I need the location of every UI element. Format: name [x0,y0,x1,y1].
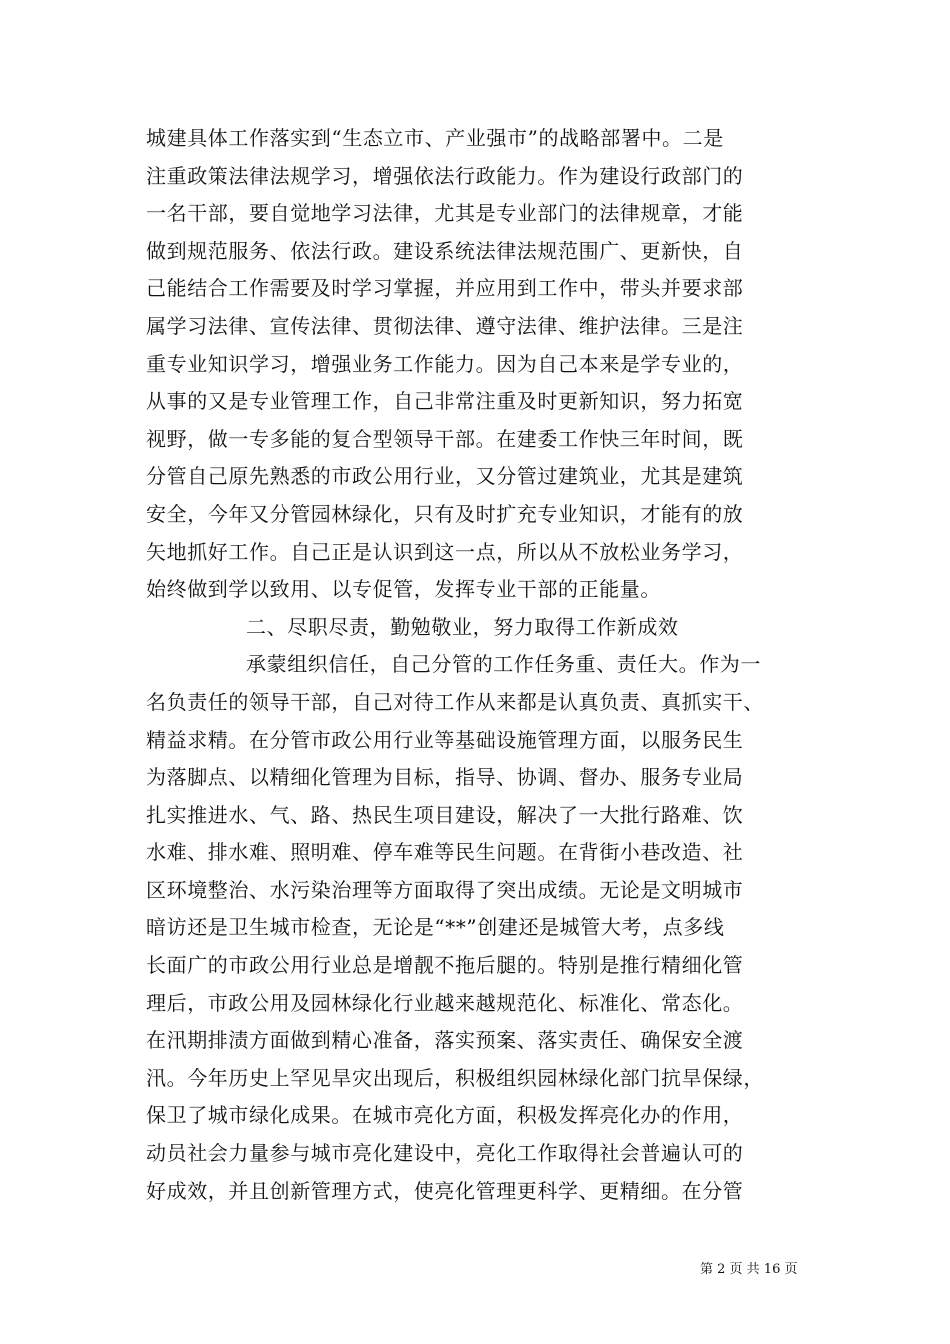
text-line: 己能结合工作需要及时学习掌握，并应用到工作中，带头并要求部 [146,276,744,301]
text-line: 精益求精。在分管市政公用行业等基础设施管理方面，以服务民生 [146,727,744,752]
text-line: 重专业知识学习，增强业务工作能力。因为自己本来是学专业的， [146,351,744,376]
text-line: 安全，今年又分管园林绿化，只有及时扩充专业知识，才能有的放 [146,501,744,526]
text-line: 视野，做一专多能的复合型领导干部。在建委工作快三年时间，既 [146,426,744,451]
text-line: 长面广的市政公用行业总是增靓不拖后腿的。特别是推行精细化管 [146,953,744,978]
page-number-footer: 第 2 页 共 16 页 [700,1262,798,1277]
body-text [146,120,806,1210]
text-line: 好成效，并且创新管理方式，使亮化管理更科学、更精细。在分管 [146,1178,744,1203]
text-line: 注重政策法律法规学习，增强依法行政能力。作为建设行政部门的 [146,163,744,188]
text-line: 保卫了城市绿化成果。在城市亮化方面，积极发挥亮化办的作用， [146,1103,744,1128]
section-heading: 二、尽职尽责，勤勉敬业，努力取得工作新成效 [246,614,679,639]
text-line: 名负责任的领导干部，自己对待工作从来都是认真负责、真抓实干、 [146,689,764,714]
text-line: 区环境整治、水污染治理等方面取得了突出成绩。无论是文明城市 [146,877,744,902]
paragraph-first-line: 承蒙组织信任，自己分管的工作任务重、责任大。作为一 [246,652,761,677]
text-line: 属学习法律、宣传法律、贯彻法律、遵守法律、维护法律。三是注 [146,313,744,338]
text-line: 从事的又是专业管理工作，自己非常注重及时更新知识，努力拓宽 [146,389,744,414]
text-line: 城建具体工作落实到“生态立市、产业强市”的战略部署中。二是 [146,126,724,150]
text-line: 暗访还是卫生城市检查，无论是“**”创建还是城管大考，点多线 [146,915,725,940]
text-line: 为落脚点、以精细化管理为目标，指导、协调、督办、服务专业局 [146,765,744,790]
text-line: 动员社会力量参与城市亮化建设中，亮化工作取得社会普遍认可的 [146,1141,744,1166]
text-line: 一名干部，要自觉地学习法律，尤其是专业部门的法律规章，才能 [146,201,744,226]
text-line: 汛。今年历史上罕见旱灾出现后，积极组织园林绿化部门抗旱保绿， [146,1065,764,1090]
text-line: 扎实推进水、气、路、热民生项目建设，解决了一大批行路难、饮 [146,802,744,827]
text-line: 矢地抓好工作。自己正是认识到这一点，所以从不放松业务学习， [146,539,744,564]
text-line: 在汛期排渍方面做到精心准备，落实预案、落实责任、确保安全渡 [146,1028,744,1053]
text-line: 分管自己原先熟悉的市政公用行业，又分管过建筑业，尤其是建筑 [146,464,744,489]
text-line: 理后，市政公用及园林绿化行业越来越规范化、标准化、常态化。 [146,990,744,1015]
text-line: 水难、排水难、照明难、停车难等民生问题。在背街小巷改造、社 [146,840,744,865]
text-line: 做到规范服务、依法行政。建设系统法律法规范围广、更新快，自 [146,238,744,263]
text-line: 始终做到学以致用、以专促管，发挥专业干部的正能量。 [146,577,661,602]
